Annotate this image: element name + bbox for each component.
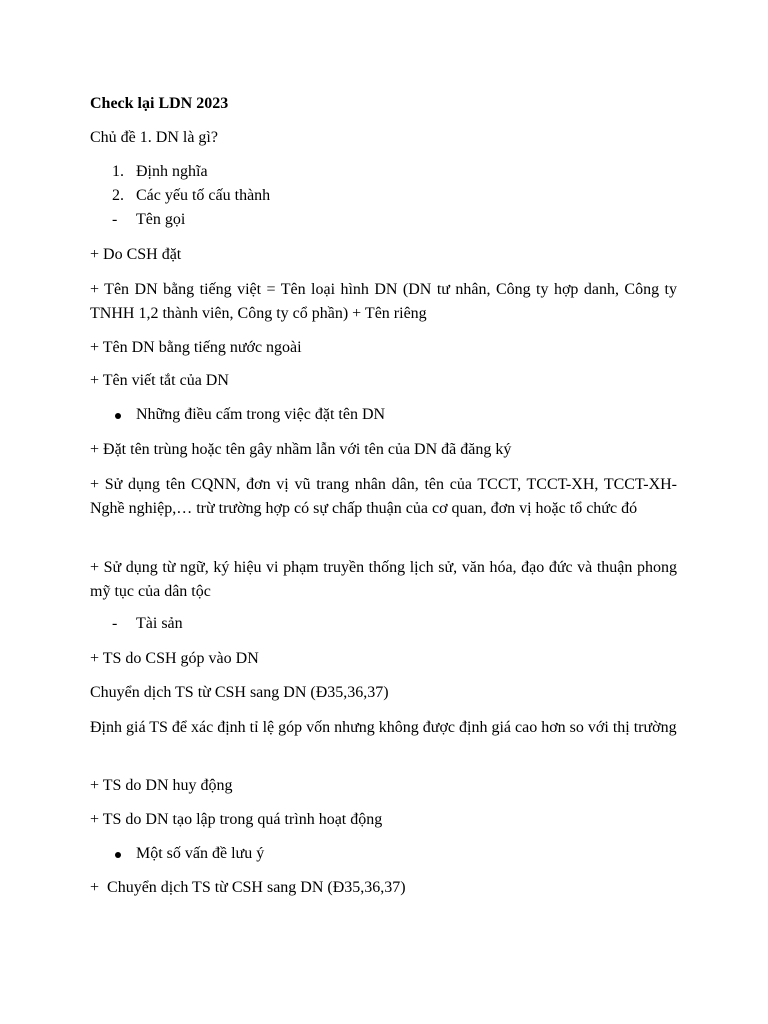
bullet-icon <box>115 413 121 419</box>
list-marker: 1. <box>112 163 124 180</box>
paragraph-chuyen-dich: Chuyển dịch TS từ CSH sang DN (Đ35,36,37) <box>90 684 389 701</box>
document-title: Check lại LDN 2023 <box>90 95 229 112</box>
paragraph-ten-viet-tat: + Tên viết tắt của DN <box>90 372 229 389</box>
bullet-text: Những điều cấm trong việc đặt tên DN <box>136 406 386 423</box>
paragraph-csh: + Do CSH đặt <box>90 246 182 263</box>
list-marker: - <box>112 211 118 228</box>
list-marker: 2. <box>112 187 124 204</box>
paragraph-trung-ten: + Đặt tên trùng hoặc tên gây nhầm lẫn với tên của DN đã đăng ký <box>90 441 512 458</box>
list-item-text: Tên gọi <box>136 211 186 228</box>
list-item <box>90 186 677 206</box>
list-item <box>90 614 677 634</box>
paragraph-tao-lap: + TS do DN tạo lập trong quá trình hoạt động <box>90 811 383 828</box>
topic-heading: Chủ đề 1. DN là gì? <box>90 129 218 146</box>
list-marker: - <box>112 615 118 632</box>
bullet-item <box>90 405 677 425</box>
list-item <box>90 210 677 230</box>
list-item <box>90 162 677 182</box>
paragraph-ts-gop: + TS do CSH góp vào DN <box>90 650 259 667</box>
paragraph-cqnn: + Sử dụng tên CQNN, đơn vị vũ trang nhân dân, tên của TCCT, TCCT-XH, TCCT-XH-Nghề nghiệp,… trừ trường hợp có sự chấp thuận của cơ quan, đơn vị hoặc tổ chức đó <box>90 476 677 517</box>
list-item-text: Các yếu tố cấu thành <box>136 187 271 204</box>
paragraph-ten-nuoc-ngoai: + Tên DN bằng tiếng nước ngoài <box>90 339 302 356</box>
bullet-item <box>90 844 677 864</box>
bullet-text: Một số vấn đề lưu ý <box>136 845 265 862</box>
list-item-text: Tài sản <box>136 615 183 632</box>
paragraph-tu-ngu: + Sử dụng từ ngữ, ký hiệu vi phạm truyền thống lịch sử, văn hóa, đạo đức và thuận phong mỹ tục của dân tộc <box>90 559 677 600</box>
paragraph-chuyen-dich-2: + Chuyển dịch TS từ CSH sang DN (Đ35,36,37) <box>90 879 406 896</box>
paragraph-dinh-gia: Định giá TS để xác định tỉ lệ góp vốn nhưng không được định giá cao hơn so với thị trường <box>90 719 677 736</box>
bullet-icon <box>115 852 121 858</box>
paragraph-ten-viet: + Tên DN bằng tiếng việt = Tên loại hình DN (DN tư nhân, Công ty hợp danh, Công ty TNHH 1,2 thành viên, Công ty cổ phần) + Tên riêng <box>90 281 677 322</box>
paragraph-huy-dong: + TS do DN huy động <box>90 777 233 794</box>
list-item-text: Định nghĩa <box>136 163 208 180</box>
